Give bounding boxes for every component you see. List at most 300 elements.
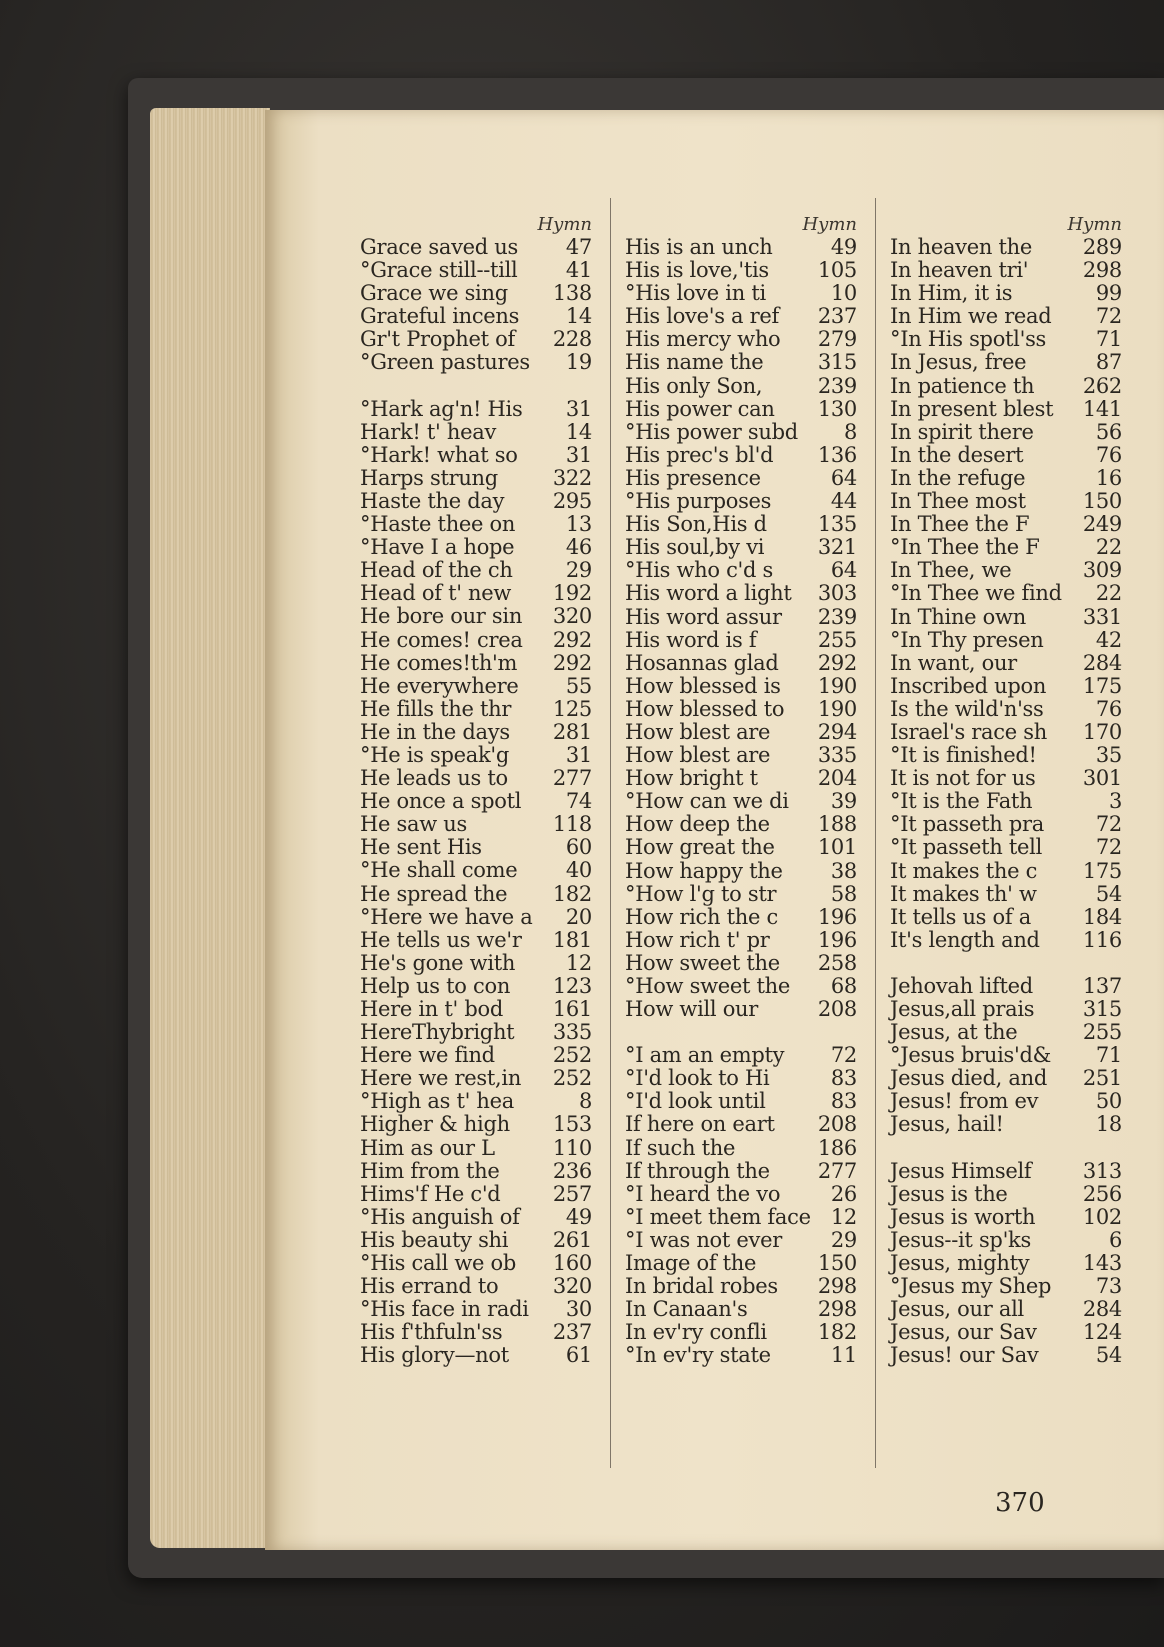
hymn-number: 261	[552, 1227, 592, 1252]
hymn-title: How great the	[625, 835, 775, 860]
hymn-number: 315	[1082, 997, 1122, 1021]
hymn-title: His errand to	[360, 1274, 499, 1299]
hymn-number: 83	[830, 1066, 857, 1091]
hymn-number: 160	[552, 1251, 592, 1276]
hymn-title: °It is finished!	[890, 743, 1037, 768]
hymn-title: °How l'g to str	[625, 881, 777, 906]
index-entry	[625, 1160, 857, 1183]
hymn-title: In Thee, we	[890, 558, 1012, 583]
hymn-title: His Son,His d	[625, 512, 767, 537]
hymn-title: His is love,'tis	[625, 258, 769, 283]
hymn-title: In Jesus, free	[890, 350, 1027, 375]
index-entry	[890, 1160, 1122, 1183]
index-entry	[360, 721, 592, 744]
hymn-number: 125	[552, 696, 592, 721]
hymn-number: 309	[1082, 558, 1122, 583]
hymn-title: Here we find	[360, 1043, 495, 1068]
hymn-title: In Thee most	[890, 489, 1026, 514]
index-entry	[890, 1298, 1122, 1321]
index-entry	[360, 582, 592, 605]
hymn-number: 118	[552, 812, 592, 837]
index-entry	[360, 1137, 592, 1160]
index-entry	[360, 605, 592, 628]
hymn-number: 335	[817, 743, 857, 768]
index-entry	[625, 375, 857, 398]
hymn-number: 31	[565, 396, 592, 421]
index-entry	[360, 236, 592, 259]
index-entry	[625, 490, 857, 513]
hymn-title: Grace we sing	[360, 281, 508, 306]
hymn-number: 161	[552, 997, 592, 1021]
hymn-number: 239	[817, 373, 857, 398]
hymn-number: 320	[552, 1274, 592, 1299]
hymn-title: How happy the	[625, 858, 783, 883]
hymn-title: He fills the thr	[360, 696, 512, 721]
index-entry	[625, 606, 857, 629]
hymn-title: Him from the	[360, 1158, 500, 1183]
hymn-number: 83	[830, 1089, 857, 1114]
column-rule	[610, 198, 611, 1468]
hymn-title: His power can	[625, 396, 775, 421]
hymn-title: °I was not ever	[625, 1227, 782, 1252]
hymn-title: Harps strung	[360, 465, 498, 490]
index-entry	[360, 328, 592, 351]
index-entry	[360, 467, 592, 490]
hymn-title: Israel's race sh	[890, 719, 1047, 744]
hymn-title: Head of the ch	[360, 558, 513, 583]
index-entry	[360, 675, 592, 698]
hymn-title: °Hark ag'n! His	[360, 396, 523, 421]
hymn-title: HereThybright	[360, 1020, 515, 1045]
hymn-title: How bright t	[625, 766, 758, 791]
hymn-title: Jehovah lifted	[890, 973, 1033, 998]
hymn-number: 284	[1082, 650, 1122, 675]
hymn-number: 124	[1082, 1320, 1122, 1345]
index-entry	[890, 467, 1122, 490]
index-entry	[890, 1321, 1122, 1344]
hymn-title: °Hark! what so	[360, 442, 518, 467]
index-entry	[625, 421, 857, 444]
hymn-number: 137	[1082, 973, 1122, 998]
hymn-title: His presence	[625, 465, 761, 490]
hymn-title: He's gone with	[360, 950, 516, 975]
hymn-title: In heaven tri'	[890, 258, 1029, 283]
index-entry	[625, 883, 857, 906]
page-edges	[150, 108, 270, 1548]
index-entry	[360, 490, 592, 513]
index-entry	[360, 790, 592, 813]
index-entry	[625, 1229, 857, 1252]
index-entry	[625, 305, 857, 328]
index-entry	[360, 929, 592, 952]
index-entry	[890, 1090, 1122, 1113]
hymn-number: 11	[830, 1343, 857, 1368]
hymn-title: In Canaan's	[625, 1297, 748, 1322]
hymn-title: °He shall come	[360, 858, 518, 883]
hymn-title: His only Son,	[625, 373, 763, 398]
hymn-title: In Thee the F	[890, 512, 1030, 537]
hymn-title: In spirit there	[890, 419, 1034, 444]
index-entry	[890, 744, 1122, 767]
hymn-title: How blest are	[625, 743, 771, 768]
hymn-title: How blest are	[625, 719, 771, 744]
hymn-number: 303	[817, 581, 857, 606]
hymn-title: In the refuge	[890, 465, 1026, 490]
hymn-number: 46	[565, 535, 592, 560]
index-entry	[890, 236, 1122, 259]
hymn-title: Head of t' new	[360, 581, 512, 606]
hymn-number: 255	[817, 627, 857, 652]
hymn-number: 321	[817, 535, 857, 560]
hymn-title: He spread the	[360, 881, 508, 906]
index-entry	[890, 282, 1122, 305]
hymn-number: 8	[843, 419, 857, 444]
hymn-number: 72	[1095, 835, 1122, 860]
hymn-number: 255	[1082, 1020, 1122, 1045]
hymn-number: 320	[552, 604, 592, 629]
hymn-number: 68	[830, 974, 857, 998]
hymn-number: 284	[1082, 1297, 1122, 1322]
hymn-number: 315	[817, 350, 857, 375]
hymn-title: °Green pastures	[360, 350, 530, 375]
hymn-title: Hosannas glad	[625, 650, 779, 675]
hymn-number: 262	[1082, 373, 1122, 398]
hymn-title: How deep the	[625, 812, 770, 837]
index-entry	[890, 1021, 1122, 1044]
hymn-number: 182	[552, 881, 592, 906]
hymn-number: 136	[817, 442, 857, 467]
hymn-title: Inscribed upon	[890, 673, 1047, 698]
hymn-number: 6	[1108, 1227, 1122, 1252]
index-entry	[625, 975, 857, 998]
index-entry	[625, 1321, 857, 1344]
hymn-number: 150	[1082, 489, 1122, 514]
hymn-number: 14	[565, 304, 592, 329]
hymn-title: His prec's bl'd	[625, 442, 774, 467]
hymn-title: °His anguish of	[360, 1204, 520, 1229]
hymn-title: °How sweet the	[625, 974, 791, 998]
hymn-title: °His call we ob	[360, 1251, 517, 1276]
hymn-number: 54	[1095, 1343, 1122, 1368]
hymn-title: Jesus is worth	[890, 1204, 1036, 1229]
index-entry	[360, 1113, 592, 1136]
index-entry	[625, 1298, 857, 1321]
hymn-title: °It passeth pra	[890, 812, 1044, 837]
index-entry	[360, 1021, 592, 1044]
index-entry	[625, 1113, 857, 1136]
hymn-title: If here on eart	[625, 1112, 775, 1137]
index-entry	[890, 860, 1122, 883]
hymn-number: 58	[830, 881, 857, 906]
hymn-number: 64	[830, 465, 857, 490]
hymn-number: 175	[1082, 673, 1122, 698]
hymn-number: 256	[1082, 1181, 1122, 1206]
hymn-title: He in the days	[360, 719, 510, 744]
hymn-title: He everywhere	[360, 673, 519, 698]
index-entry	[625, 513, 857, 536]
hymn-title: Here we rest,in	[360, 1066, 522, 1091]
hymn-title: °In His spotl'ss	[890, 327, 1047, 352]
index-entry	[625, 398, 857, 421]
index-entry	[360, 1090, 592, 1113]
hymn-title: °He is speak'g	[360, 742, 509, 767]
hymn-number: 35	[1095, 743, 1122, 768]
hymn-title: Gr't Prophet of	[360, 327, 515, 352]
hymn-title: How rich the c	[625, 904, 778, 929]
index-entry	[625, 836, 857, 859]
hymn-title: His f'thfuln'ss	[360, 1320, 503, 1345]
hymn-number: 141	[1082, 396, 1122, 421]
hymn-number: 71	[1095, 327, 1122, 352]
index-entry	[625, 467, 857, 490]
hymn-number: 331	[1082, 604, 1122, 629]
index-entry	[890, 305, 1122, 328]
hymn-title: °Haste thee on	[360, 512, 516, 537]
hymn-title: Him as our L	[360, 1135, 495, 1160]
hymn-number: 116	[1082, 927, 1122, 952]
hymn-number: 289	[1082, 235, 1122, 259]
hymn-title: Grateful incens	[360, 304, 520, 329]
hymn-title: Grace saved us	[360, 235, 519, 259]
hymn-title: Jesus, at the	[890, 1020, 1018, 1045]
hymn-title: °I meet them face	[625, 1204, 811, 1229]
hymn-title: °I'd look to Hi	[625, 1066, 770, 1091]
hymn-number: 190	[817, 673, 857, 698]
index-entry	[625, 629, 857, 652]
index-entry	[890, 813, 1122, 836]
index-entry	[625, 744, 857, 767]
section-gap	[890, 1137, 1122, 1160]
hymn-title: His word a light	[625, 581, 792, 606]
section-gap	[890, 952, 1122, 975]
section-gap	[360, 375, 592, 398]
hymn-number: 3	[1108, 789, 1122, 814]
index-entry	[360, 1044, 592, 1067]
book-page	[265, 110, 1164, 1550]
hymn-number: 41	[565, 258, 592, 283]
index-entry	[625, 282, 857, 305]
index-entry	[890, 1044, 1122, 1067]
hymn-title: It makes the c	[890, 858, 1038, 883]
index-entry	[360, 1321, 592, 1344]
hymn-number: 87	[1095, 350, 1122, 375]
hymn-number: 257	[552, 1181, 592, 1206]
hymn-number: 335	[552, 1020, 592, 1045]
hymn-number: 10	[830, 281, 857, 306]
index-entry	[890, 606, 1122, 629]
hymn-number: 50	[1095, 1089, 1122, 1114]
hymn-number: 298	[817, 1297, 857, 1322]
column-header: Hymn	[802, 214, 857, 235]
index-entry	[890, 513, 1122, 536]
hymn-title: °Grace still--till	[360, 258, 518, 283]
hymn-number: 60	[565, 835, 592, 860]
index-entry	[360, 744, 592, 767]
hymn-title: °Jesus my Shep	[890, 1274, 1052, 1299]
hymn-number: 26	[830, 1181, 857, 1206]
index-entry	[890, 629, 1122, 652]
index-entry	[890, 582, 1122, 605]
hymn-title: Jesus Himself	[890, 1158, 1032, 1183]
index-entry	[625, 860, 857, 883]
hymn-number: 138	[552, 281, 592, 306]
hymn-number: 22	[1095, 535, 1122, 560]
hymn-number: 56	[1095, 419, 1122, 444]
column-rule	[875, 198, 876, 1468]
hymn-title: It's length and	[890, 927, 1040, 952]
hymn-title: Help us to con	[360, 973, 511, 998]
hymn-number: 8	[578, 1089, 592, 1114]
index-entry	[625, 790, 857, 813]
index-entry	[890, 906, 1122, 929]
index-entry	[890, 444, 1122, 467]
index-entry	[360, 629, 592, 652]
index-entry	[360, 1183, 592, 1206]
index-entry	[890, 259, 1122, 282]
hymn-number: 61	[565, 1343, 592, 1368]
hymn-title: Jesus, our all	[890, 1297, 1024, 1322]
hymn-title: His beauty shi	[360, 1227, 509, 1252]
hymn-number: 252	[552, 1043, 592, 1068]
index-entry	[360, 952, 592, 975]
section-gap	[625, 1021, 857, 1044]
hymn-title: How rich t' pr	[625, 927, 770, 952]
hymn-number: 74	[565, 789, 592, 814]
index-entry	[625, 1252, 857, 1275]
index-column-3	[890, 213, 1122, 1367]
hymn-title: Image of the	[625, 1251, 757, 1276]
hymn-number: 196	[817, 904, 857, 929]
index-entry	[625, 1090, 857, 1113]
hymn-title: His is an unch	[625, 235, 773, 259]
index-entry	[625, 236, 857, 259]
hymn-title: His word assur	[625, 604, 782, 629]
hymn-title: He comes!th'm	[360, 650, 518, 675]
hymn-title: His name the	[625, 350, 764, 375]
hymn-title: It is not for us	[890, 766, 1036, 791]
hymn-number: 42	[1095, 627, 1122, 652]
hymn-number: 182	[817, 1320, 857, 1345]
hymn-number: 72	[1095, 304, 1122, 329]
hymn-title: °It is the Fath	[890, 789, 1033, 814]
hymn-title: °His love in ti	[625, 281, 766, 306]
hymn-number: 252	[552, 1066, 592, 1091]
hymn-number: 135	[817, 512, 857, 537]
page-number: 370	[995, 1488, 1045, 1518]
hymn-number: 18	[1095, 1112, 1122, 1137]
hymn-number: 47	[565, 235, 592, 259]
hymn-number: 110	[552, 1135, 592, 1160]
index-entry	[360, 536, 592, 559]
index-entry	[625, 1344, 857, 1367]
hymn-title: Haste the day	[360, 488, 505, 513]
index-entry	[360, 259, 592, 282]
hymn-number: 73	[1095, 1274, 1122, 1299]
hymn-title: He leads us to	[360, 766, 508, 791]
index-entry	[360, 859, 592, 882]
hymn-number: 298	[1082, 258, 1122, 283]
index-entry	[890, 767, 1122, 790]
hymn-number: 153	[552, 1112, 592, 1137]
hymn-number: 184	[1082, 904, 1122, 929]
hymn-title: His mercy who	[625, 327, 781, 352]
hymn-number: 292	[552, 627, 592, 652]
hymn-number: 175	[1082, 858, 1122, 883]
index-entry	[625, 767, 857, 790]
index-entry	[360, 421, 592, 444]
index-entry	[890, 652, 1122, 675]
hymn-number: 102	[1082, 1204, 1122, 1229]
hymn-number: 16	[1095, 465, 1122, 490]
index-entry	[890, 1229, 1122, 1252]
hymn-title: In ev'ry confli	[625, 1320, 767, 1345]
hymn-title: He once a spotl	[360, 789, 522, 814]
hymn-title: °His purposes	[625, 489, 772, 514]
index-entry	[890, 1275, 1122, 1298]
index-entry	[360, 351, 592, 374]
hymn-title: °His who c'd s	[625, 558, 774, 583]
hymn-number: 236	[552, 1158, 592, 1183]
index-entry	[890, 559, 1122, 582]
hymn-title: Jesus,all prais	[890, 997, 1035, 1021]
index-entry	[625, 929, 857, 952]
hymn-number: 295	[552, 488, 592, 513]
hymn-number: 294	[817, 719, 857, 744]
hymn-title: Jesus died, and	[890, 1066, 1047, 1091]
hymn-number: 49	[565, 1204, 592, 1229]
index-entry	[890, 421, 1122, 444]
hymn-number: 181	[552, 927, 592, 952]
index-entry	[360, 767, 592, 790]
index-entry	[360, 305, 592, 328]
index-entry	[360, 1206, 592, 1229]
hymn-number: 12	[830, 1204, 857, 1229]
hymn-number: 170	[1082, 719, 1122, 744]
hymn-number: 71	[1095, 1043, 1122, 1068]
index-entry	[625, 698, 857, 721]
hymn-number: 204	[817, 766, 857, 791]
hymn-title: He tells us we'r	[360, 927, 522, 952]
index-entry	[890, 328, 1122, 351]
index-entry	[360, 836, 592, 859]
hymn-title: How will our	[625, 997, 759, 1022]
index-entry	[360, 1344, 592, 1367]
index-entry	[625, 351, 857, 374]
hymn-number: 130	[817, 396, 857, 421]
index-entry	[360, 813, 592, 836]
hymn-title: °His power subd	[625, 419, 798, 444]
hymn-title: How sweet the	[625, 950, 780, 975]
index-entry	[360, 1252, 592, 1275]
index-entry	[625, 1044, 857, 1067]
hymn-title: In heaven the	[890, 235, 1032, 259]
hymn-title: In present blest	[890, 396, 1054, 421]
hymn-number: 196	[817, 927, 857, 952]
index-entry	[890, 1183, 1122, 1206]
hymn-number: 76	[1095, 442, 1122, 467]
hymn-number: 55	[565, 673, 592, 698]
index-entry	[890, 1113, 1122, 1136]
index-entry	[625, 1183, 857, 1206]
hymn-number: 228	[552, 327, 592, 352]
index-column-2	[625, 213, 857, 1368]
index-entry	[625, 582, 857, 605]
hymn-title: Jesus--it sp'ks	[890, 1227, 1031, 1252]
hymn-number: 281	[552, 719, 592, 744]
hymn-title: In Him, it is	[890, 281, 1013, 306]
index-entry	[890, 1344, 1122, 1367]
index-entry	[625, 1275, 857, 1298]
